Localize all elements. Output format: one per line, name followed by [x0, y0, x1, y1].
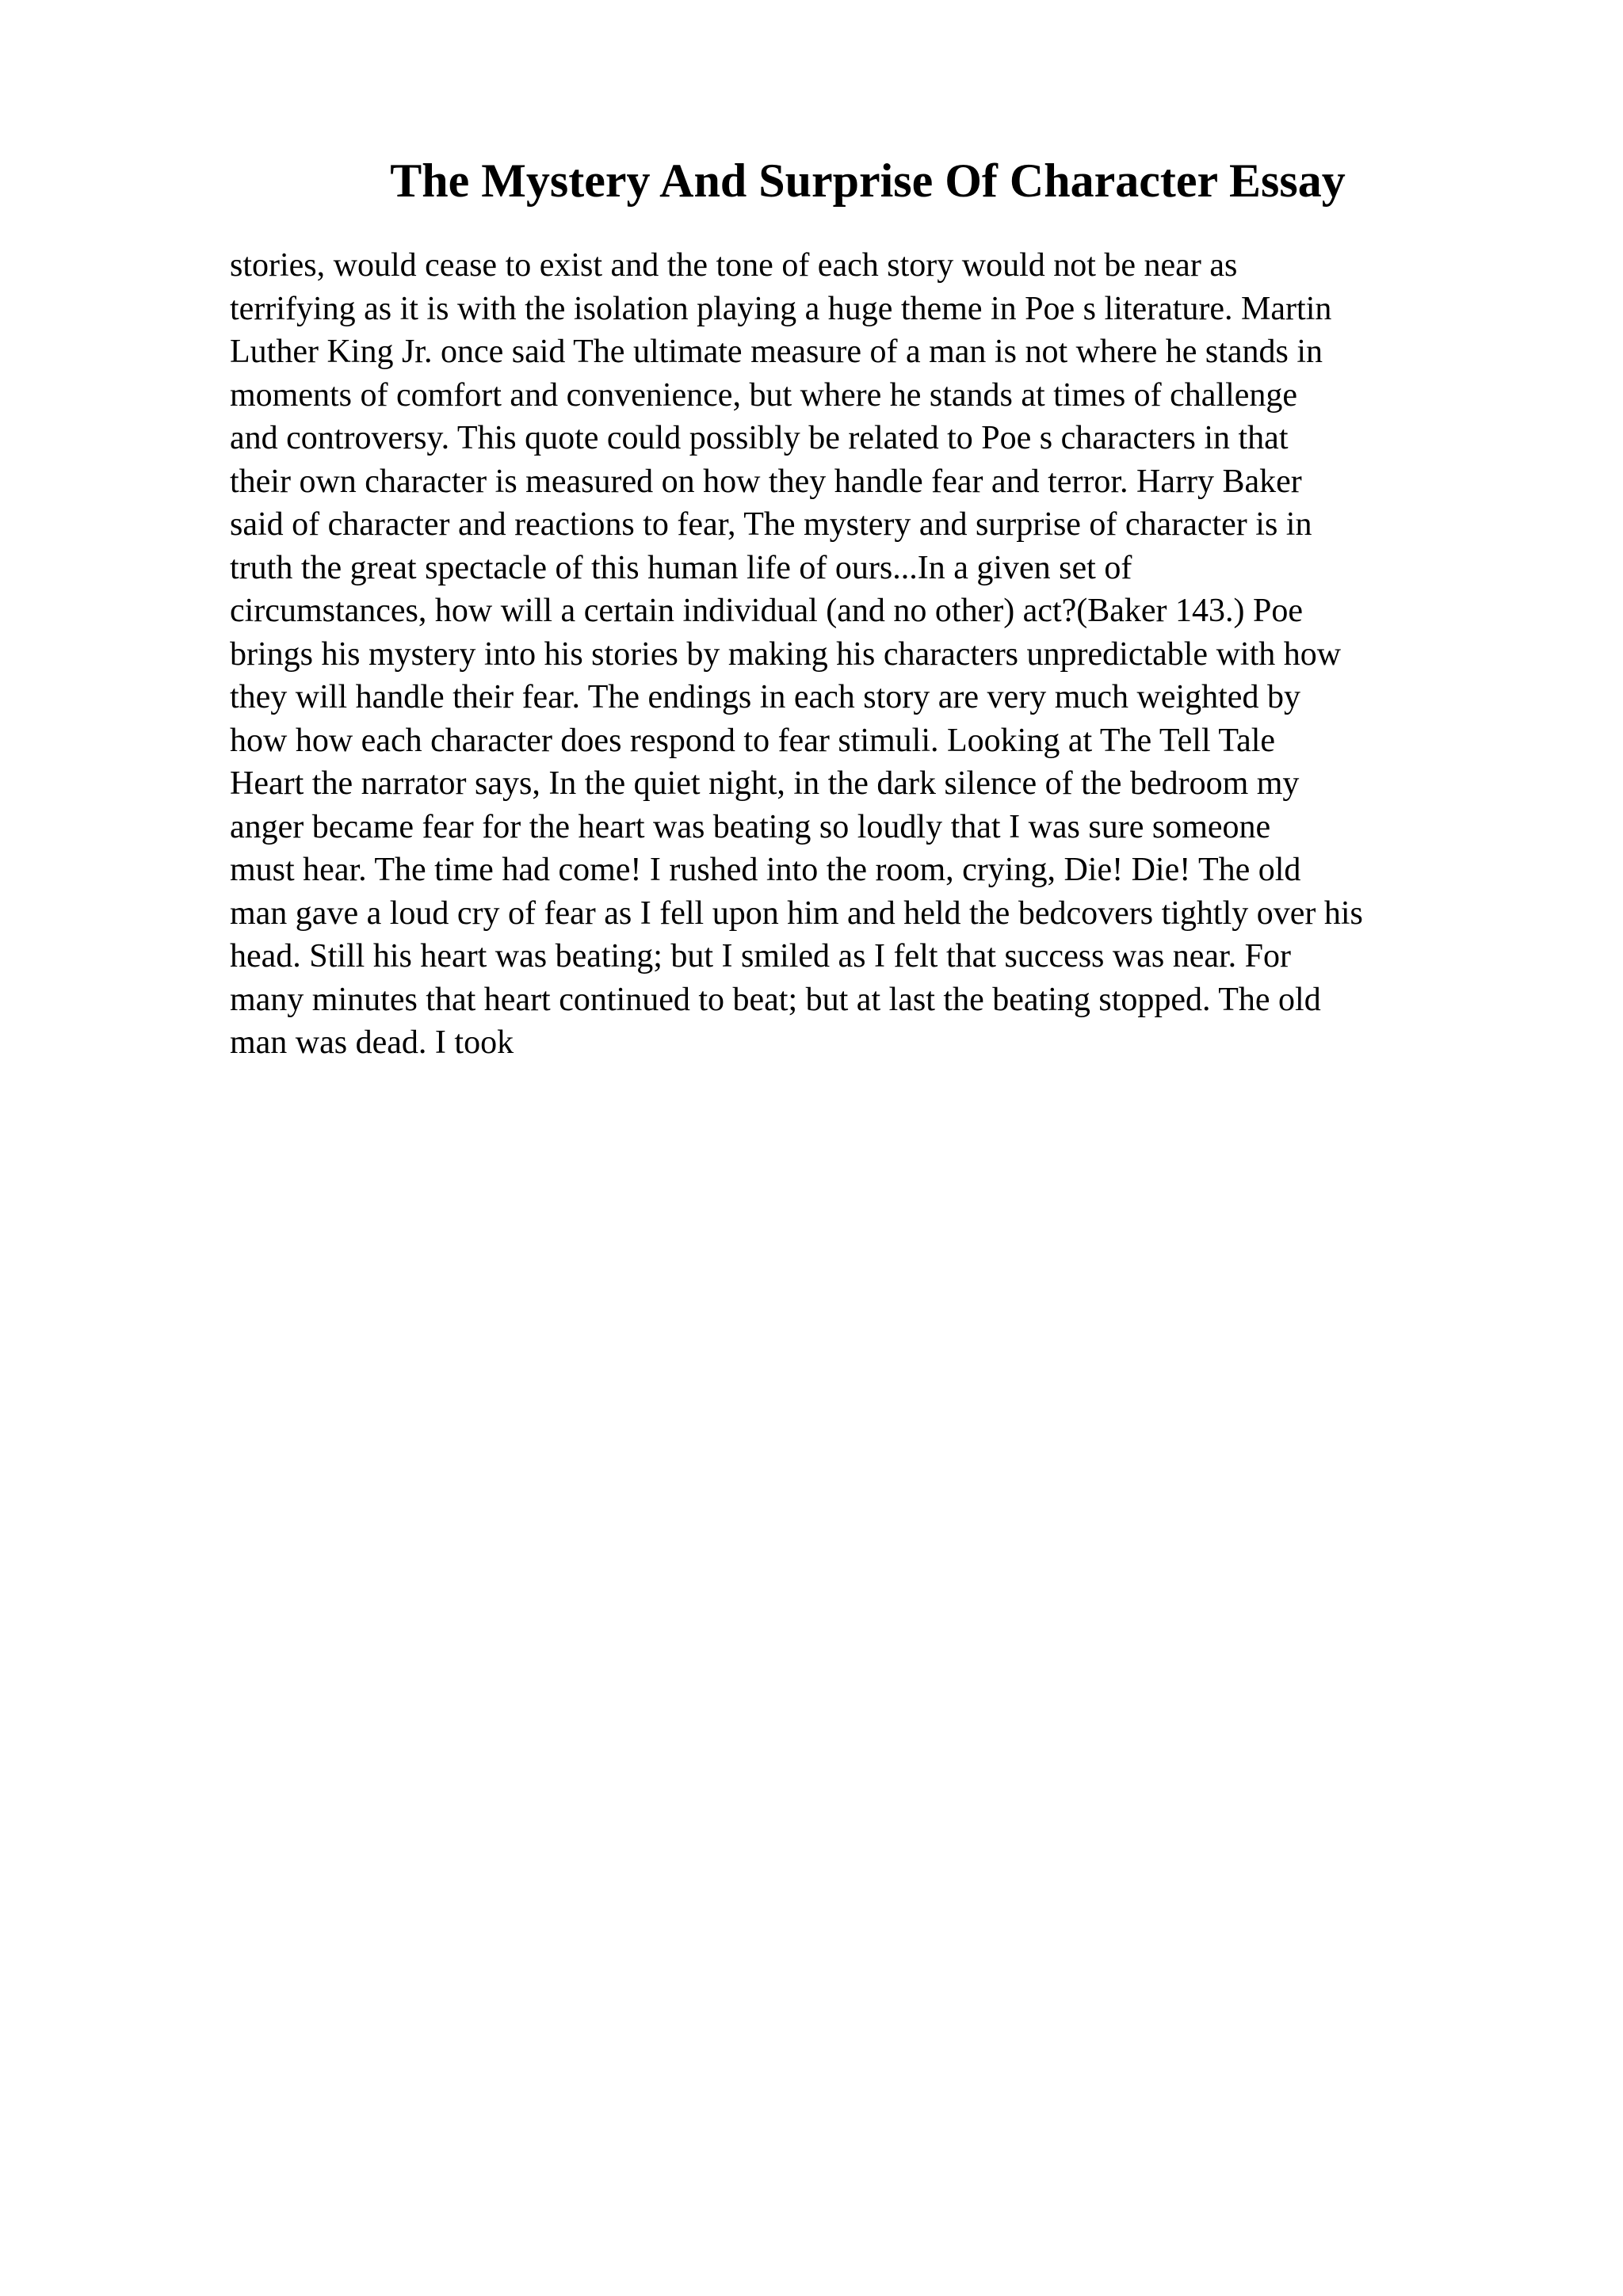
essay-line: terrifying as it is with the isolation playing a huge theme in Poe s literature. Martin: [230, 290, 1332, 327]
essay-line: how how each character does respond to fear stimuli. Looking at The Tell Tale: [230, 722, 1276, 759]
essay-line: their own character is measured on how they handle fear and terror. Harry Baker: [230, 463, 1302, 500]
essay-line: moments of comfort and convenience, but where he stands at times of challenge: [230, 376, 1298, 414]
essay-line: truth the great spectacle of this human life of ours...In a given set of: [230, 549, 1132, 586]
essay-line: said of character and reactions to fear, The mystery and surprise of character is in: [230, 506, 1312, 543]
essay-line: and controversy. This quote could possibly be related to Poe s characters in that: [230, 420, 1289, 456]
essay-line: circumstances, how will a certain individual (and no other) act?(Baker 143.) Poe: [230, 593, 1304, 629]
essay-line: stories, would cease to exist and the tone of each story would not be near as: [230, 247, 1238, 284]
essay-line: brings his mystery into his stories by making his characters unpredictable with how: [230, 635, 1342, 673]
essay-line: Heart the narrator says, In the quiet night, in the dark silence of the bedroom my: [230, 765, 1300, 802]
essay-line: man was dead. I took: [230, 1024, 514, 1061]
essay-line: they will handle their fear. The endings in each story are very much weighted by: [230, 679, 1300, 715]
essay-line: must hear. The time had come! I rushed into the room, crying, Die! Die! The old: [230, 852, 1301, 888]
essay-line: anger became fear for the heart was beating so loudly that I was sure someone: [230, 808, 1271, 845]
essay-line: many minutes that heart continued to beat; but at last the beating stopped. The old: [230, 981, 1321, 1018]
essay-line: man gave a loud cry of fear as I fell upon him and held the bedcovers tightly over his: [230, 894, 1363, 932]
document-title: The Mystery And Surprise Of Character Essay: [390, 154, 1346, 207]
essay-line: Luther King Jr. once said The ultimate measure of a man is not where he stands in: [230, 334, 1323, 370]
essay-line: head. Still his heart was beating; but I smiled as I felt that success was near. For: [230, 938, 1292, 974]
essay-body: [230, 244, 1529, 1065]
